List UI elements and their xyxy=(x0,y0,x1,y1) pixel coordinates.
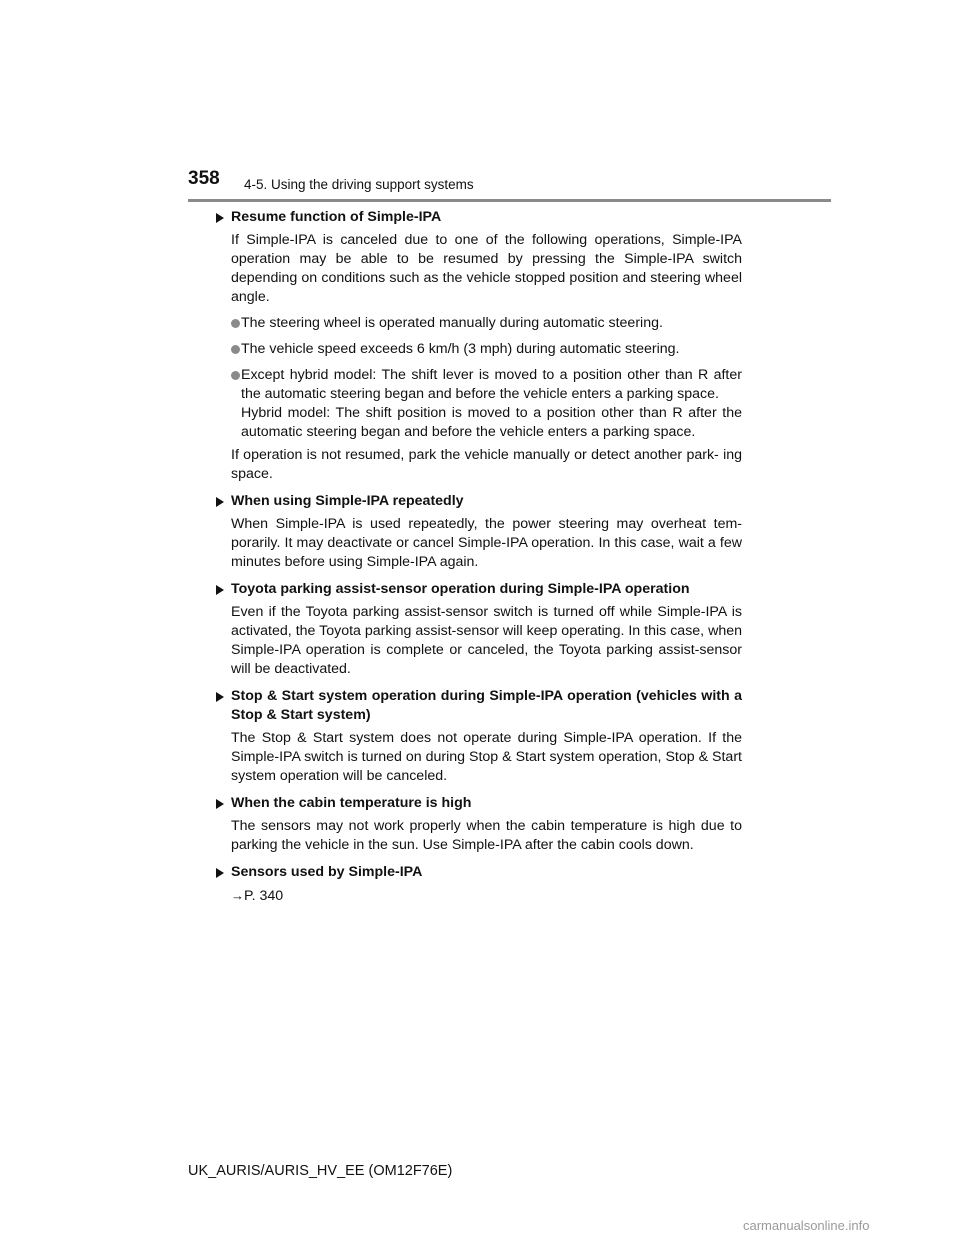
heading-stop-start: Stop & Start system operation during Simple-IPA operation (vehicles with a Stop & Start system) xyxy=(214,687,742,725)
footer-model-code: UK_AURIS/AURIS_HV_EE (OM12F76E) xyxy=(188,1163,453,1179)
page-number: 358 xyxy=(188,168,220,189)
paragraph: When Simple-IPA is used repeatedly, the power steering may overheat tem- porarily. It may deactivate or cancel Simple-IPA operation. In this case, wait a few minutes before using Simple-IPA again. xyxy=(231,516,742,570)
heading-cabin-temperature: When the cabin temperature is high xyxy=(214,794,742,813)
bullet-text: Except hybrid model: The shift lever is moved to a position other than R after the automatic steering began and before the vehicle enters a parking space. xyxy=(241,367,742,402)
arrow-right-icon: → xyxy=(231,888,244,903)
page-reference[interactable] xyxy=(214,886,742,906)
paragraph: The Stop & Start system does not operate during Simple-IPA operation. If the Simple-IPA switch is turned on during Stop & Start system operation, Stop & Start system operation will be canceled. xyxy=(231,730,742,784)
bullet-item xyxy=(214,314,742,333)
paragraph: Even if the Toyota parking assist-sensor switch is turned off while Simple-IPA is activated, the Toyota parking assist-sensor will keep operating. In this case, when Simple-IPA operation is complete or canceled, the Toyota parking assist-sensor will be deactivated. xyxy=(231,604,742,677)
heading-sensors-used: Sensors used by Simple-IPA xyxy=(214,863,742,882)
bullet-text: The vehicle speed exceeds 6 km/h (3 mph) during automatic steering. xyxy=(241,341,680,357)
heading-repeated-use: When using Simple-IPA repeatedly xyxy=(214,492,742,511)
header-rule xyxy=(188,199,831,202)
bullet-item xyxy=(214,366,742,442)
page-content xyxy=(214,208,742,906)
bullet-text-hybrid: Hybrid model: The shift position is moved to a position other than R after the automatic steering began and before the vehicle enters a parking space. xyxy=(241,405,742,440)
section-title: 4-5. Using the driving support systems xyxy=(244,177,474,192)
paragraph: The sensors may not work properly when the cabin temperature is high due to parking the vehicle in the sun. Use Simple-IPA after the cabin cools down. xyxy=(231,818,742,853)
heading-parking-assist-sensor: Toyota parking assist-sensor operation during Simple-IPA operation xyxy=(214,580,742,599)
heading-resume-function: Resume function of Simple-IPA xyxy=(214,208,742,227)
bullet-item xyxy=(214,340,742,359)
paragraph: If Simple-IPA is canceled due to one of the following operations, Simple-IPA operation may be able to be resumed by pressing the Simple-IPA switch depending on conditions such as the vehicle stopped position and steering wheel angle. xyxy=(231,232,742,305)
page-reference-text: P. 340 xyxy=(244,888,284,904)
bullet-text: The steering wheel is operated manually during automatic steering. xyxy=(241,315,663,331)
paragraph: If operation is not resumed, park the vehicle manually or detect another park- ing space. xyxy=(231,447,742,482)
watermark: carmanualsonline.info xyxy=(743,1218,870,1233)
